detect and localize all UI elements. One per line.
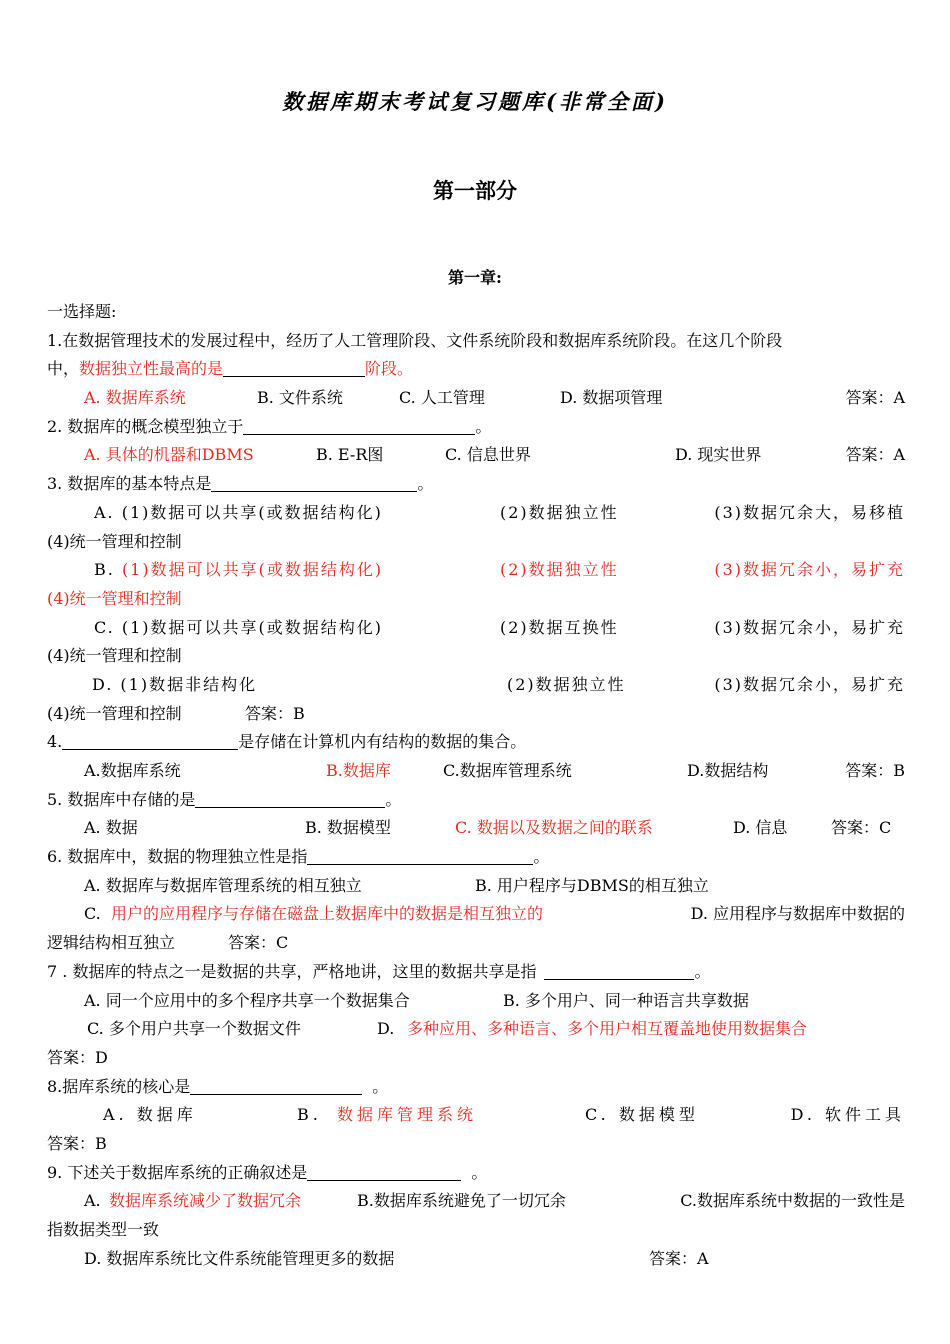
answer-blank xyxy=(544,961,694,980)
question-3-option-b: B. (1)数据可以共享(或数据结构化) (2)数据独立性 (3)数据冗余小，易扩充 xyxy=(94,560,905,580)
option-c: C.数据库系统中数据的一致性是 xyxy=(680,1191,905,1211)
question-3-option-d: D. (1)数据非结构化 (2)数据独立性 (3)数据冗余小，易扩充 xyxy=(92,674,905,694)
question-9-option-d xyxy=(47,1245,905,1274)
answer-blank xyxy=(307,1162,461,1181)
question-7-options-ab xyxy=(47,987,905,1016)
part-heading: 第一部分 xyxy=(433,178,517,203)
answer: 答案：B xyxy=(845,761,905,780)
option-b: 数据库管理系统 xyxy=(337,1105,478,1125)
answer: 答案：B xyxy=(245,703,305,723)
option-c: C. 多个用户共享一个数据文件 xyxy=(87,1019,301,1039)
option-a: A. 数据库 xyxy=(103,1105,197,1125)
document-title: 数据库期末考试复习题库(非常全面) xyxy=(282,89,668,114)
option-d: D. 软件工具 xyxy=(790,1105,905,1125)
option-a: 数据库系统减少了数据冗余 xyxy=(109,1191,302,1211)
question-3-option-d-cont: (4)统一管理和控制 答案：B xyxy=(47,700,905,729)
option-a: A. 数据库与数据库管理系统的相互独立 xyxy=(84,875,362,895)
question-9-options-abc: A. 数据库系统减少了数据冗余 B.数据库系统避免了一切冗余 C.数据库系统中数据的一致性是 xyxy=(47,1187,905,1216)
question-8: 8.据库系统的核心是 。 xyxy=(47,1076,389,1096)
option-b: B. 多个用户、同一种语言共享数据 xyxy=(503,990,749,1010)
question-7: 7 . 数据库的特点之一是数据的共享，严格地讲，这里的数据共享是指 。 xyxy=(47,961,711,981)
option-c: 用户的应用程序与存储在磁盘上数据库中的数据是相互独立的 xyxy=(111,904,544,924)
question-3-option-a: A. (1)数据可以共享(或数据结构化) (2)数据独立性 (3)数据冗余大，易移植 xyxy=(94,502,905,522)
option-b: B.数据库 xyxy=(326,761,391,780)
answer: 答案：A xyxy=(845,388,905,408)
answer: 答案：C xyxy=(831,818,892,838)
option-d: D. 现实世界 xyxy=(675,445,762,465)
highlight-text: 数据独立性最高的是 xyxy=(79,359,224,379)
answer: 答案：A xyxy=(649,1248,709,1268)
question-9-cont: 指数据类型一致 xyxy=(47,1220,160,1239)
answer-blank xyxy=(243,416,475,435)
answer: 答案：B xyxy=(47,1133,107,1153)
option-b: B. E-R图 xyxy=(316,445,384,465)
answer: 答案：D xyxy=(47,1047,108,1067)
option-d: D. 数据项管理 xyxy=(560,388,663,408)
question-3: 3. 数据库的基本特点是 。 xyxy=(47,474,434,494)
section-heading: 一选择题: xyxy=(47,302,117,321)
option-a: A. 数据库系统 xyxy=(84,388,186,408)
question-6: 6. 数据库中，数据的物理独立性是指 。 xyxy=(47,847,550,867)
option-c: C. 人工管理 xyxy=(399,388,485,408)
question-6-options-cd: C. 用户的应用程序与存储在磁盘上数据库中的数据是相互独立的 D. 应用程序与数据库中数据的 xyxy=(47,900,905,929)
option-a: A. 同一个应用中的多个程序共享一个数据集合 xyxy=(84,990,410,1010)
question-3-option-c: C. (1)数据可以共享(或数据结构化) (2)数据互换性 (3)数据冗余小，易扩充 xyxy=(94,617,905,637)
option-b: B. 用户程序与DBMS的相互独立 xyxy=(475,875,709,895)
question-8-options: A. 数据库 B. 数据库管理系统 C. 数据模型 D. 软件工具 xyxy=(47,1101,905,1130)
answer: 答案：C xyxy=(228,933,289,953)
option-d: D. 应用程序与数据库中数据的 xyxy=(690,904,905,924)
option-d: 多种应用、多种语言、多个用户相互覆盖地使用数据集合 xyxy=(407,1019,808,1039)
option-a: A.数据库系统 xyxy=(84,761,181,780)
question-7-options-cd: C. 多个用户共享一个数据文件 D. 多种应用、多种语言、多个用户相互覆盖地使用数据集合 xyxy=(47,1015,905,1044)
question-2: 2. 数据库的概念模型独立于 。 xyxy=(47,416,492,436)
question-5-options xyxy=(47,814,905,843)
question-3-option-b-cont: (4)统一管理和控制 xyxy=(47,588,182,608)
option-a: A. 数据 xyxy=(84,818,138,838)
question-7-answer xyxy=(47,1044,905,1073)
question-6-options-ab xyxy=(47,872,905,901)
option-c: C.数据库管理系统 xyxy=(443,761,572,780)
question-5: 5. 数据库中存储的是 。 xyxy=(47,789,402,809)
answer-blank xyxy=(190,1076,362,1095)
option-c: C. 数据模型 xyxy=(585,1105,699,1125)
question-1: 1.在数据管理技术的发展过程中，经历了人工管理阶段、文件系统阶段和数据库系统阶段。在这几个阶段 xyxy=(47,330,783,350)
option-d: D. 信息 xyxy=(733,818,788,838)
answer-blank xyxy=(195,789,385,808)
question-4-options xyxy=(47,757,905,786)
option-b: B.数据库系统避免了一切冗余 xyxy=(357,1191,566,1211)
question-3-option-a-cont: (4)统一管理和控制 xyxy=(47,531,182,551)
question-9: 9. 下述关于数据库系统的正确叙述是 。 xyxy=(47,1162,488,1182)
question-4: 4. 是存储在计算机内有结构的数据的集合。 xyxy=(47,732,527,752)
answer-blank xyxy=(211,473,417,492)
chapter-heading: 第一章: xyxy=(448,268,502,287)
option-a: A. 具体的机器和DBMS xyxy=(84,445,254,465)
option-b: B. 数据模型 xyxy=(305,818,391,838)
option-d: D. 数据库系统比文件系统能管理更多的数据 xyxy=(84,1248,395,1268)
answer: 答案：A xyxy=(845,445,905,465)
option-d: D.数据结构 xyxy=(687,761,769,780)
question-2-options xyxy=(47,441,905,470)
answer-blank xyxy=(223,358,365,377)
option-c: C. 信息世界 xyxy=(445,445,531,465)
question-body xyxy=(47,298,905,1273)
question-6-cont: 逻辑结构相互独立 答案：C xyxy=(47,929,905,958)
answer-blank xyxy=(307,846,533,865)
question-1-options xyxy=(47,384,905,413)
question-1-cont: 中，数据独立性最高的是 阶段。 xyxy=(47,359,414,379)
question-8-answer xyxy=(47,1130,905,1159)
answer-blank xyxy=(62,731,238,750)
question-3-option-c-cont: (4)统一管理和控制 xyxy=(47,646,182,666)
option-c: C. 数据以及数据之间的联系 xyxy=(455,818,653,838)
option-b: B. 文件系统 xyxy=(257,388,343,408)
